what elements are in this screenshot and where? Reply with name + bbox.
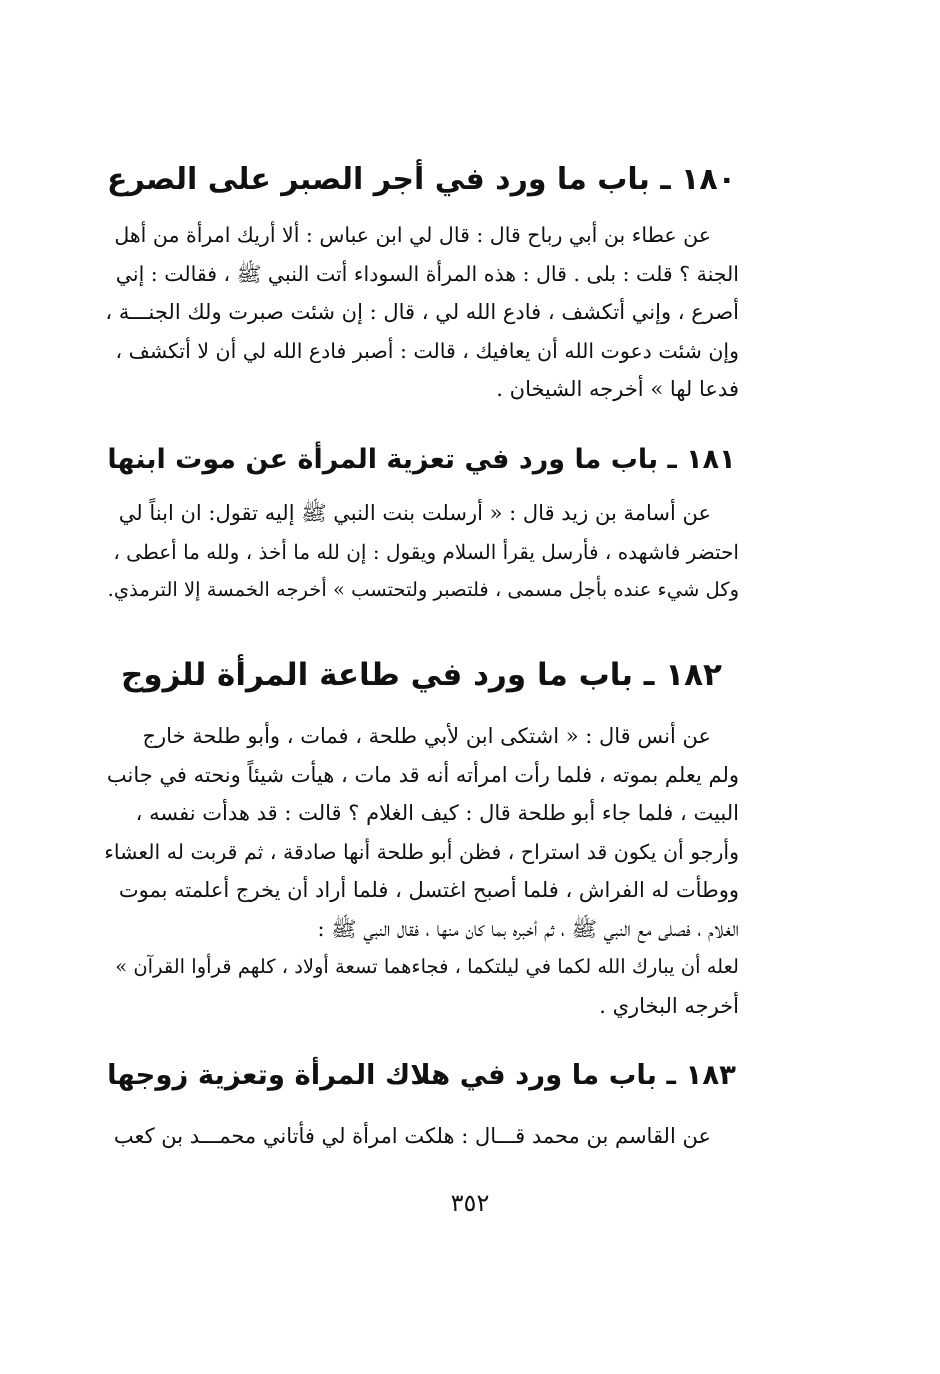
- text-line: أخرجه البخاري .: [599, 993, 739, 1018]
- text-line: لعله أن يبارك الله لكما في ليلتكما ، فجاءهما تسعة أولاد ، كلهم قرأوا القرآن »: [115, 955, 739, 978]
- chapter-paragraph: [104, 216, 739, 409]
- text-line: ووطأت له الفراش ، فلما أصبح اغتسل ، فلما أراد أن يخرج أعلمته بموت: [118, 878, 739, 902]
- chapter-heading: ١٨٠ ـ باب ما ورد في أجر الصبر على الصرع: [107, 162, 736, 197]
- text-line: الجنة ؟ قلت : بلى . قال : هذه المرأة السوداء أتت النبي ﷺ ، فقالت : إني: [115, 261, 739, 286]
- text-line: ولم يعلم بموته ، فلما رأت امرأته أنه قد مات ، هيأت شيئاً ونحته في جانب: [106, 762, 739, 787]
- chapter-180: [104, 160, 739, 409]
- text-line: أصرع ، وإني أتكشف ، فادع الله لي ، قال : إن شئت صبرت ولك الجنـــة ،: [105, 300, 739, 324]
- chapter-181: [104, 440, 739, 610]
- text-line: وأرجو أن يكون قد استراح ، فظن أبو طلحة أنها صادقة ، ثم قربت له العشاء: [104, 839, 739, 864]
- text-line: عن أسامة بن زيد قال : « أرسلت بنت النبي ﷺ إليه تقول: ان ابناً لي: [118, 501, 711, 525]
- text-line: فدعا لها » أخرجه الشيخان .: [496, 377, 739, 401]
- chapter-paragraph: [104, 1117, 739, 1156]
- page-number: ٣٥٢: [450, 1189, 490, 1217]
- text-line: عن القاسم بن محمد قـــال : هلكت امرأة لي فأتاني محمـــد بن كعب: [113, 1124, 711, 1148]
- text-line: وإن شئت دعوت الله أن يعافيك ، قالت : أصبر فادع الله لي أن لا أتكشف ،: [115, 338, 739, 363]
- text-line: عن أنس قال : « اشتكى ابن لأبي طلحة ، فمات ، وأبو طلحة خارج: [142, 724, 711, 748]
- chapter-182: [104, 655, 739, 1025]
- chapter-heading: ١٨١ ـ باب ما ورد في تعزية المرأة عن موت ابنها: [107, 444, 736, 475]
- chapter-heading: ١٨٣ ـ باب ما ورد في هلاك المرأة وتعزية زوجها: [107, 1059, 736, 1091]
- chapter-paragraph: [104, 494, 739, 610]
- chapter-183: [104, 1055, 739, 1156]
- text-line: وكل شيء عنده بأجل مسمى ، فلتصبر ولتحتسب » أخرجه الخمسة إلا الترمذي.: [107, 578, 739, 601]
- chapter-paragraph: [104, 717, 739, 1025]
- text-line: عن عطاء بن أبي رباح قال : قال لي ابن عباس : ألا أريك امرأة من أهل: [114, 223, 711, 247]
- chapter-heading: ١٨٢ ـ باب ما ورد في طاعة المرأة للزوج: [121, 657, 722, 693]
- text-line: البيت ، فلما جاء أبو طلحة قال : كيف الغلام ؟ قالت : قد هدأت نفسه ،: [135, 801, 739, 825]
- text-line: احتضر فاشهده ، فأرسل يقرأ السلام ويقول : إن لله ما أخذ ، ولله ما أعطى ،: [113, 539, 739, 564]
- text-line: الغلام ، فصلى مع النبي ﷺ ، ثم أخبره بما كان منها ، فقال النبي ﷺ :: [317, 916, 739, 941]
